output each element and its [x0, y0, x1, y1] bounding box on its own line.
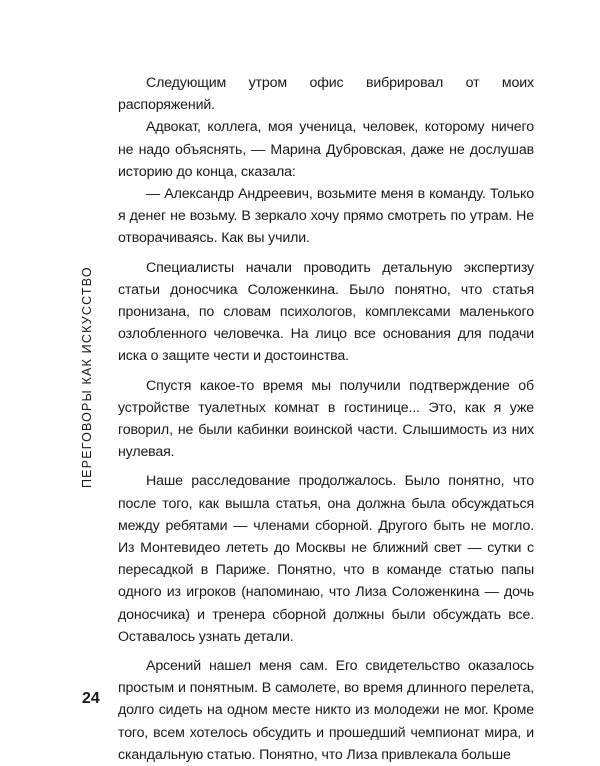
- paragraph: Спустя какое-то время мы получили подтверждение об устройстве туалетных комнат в гостинице... Это, как я уже говорил, не были кабинки воинской части. Слышимость из них нулевая.: [118, 377, 534, 461]
- paragraph: Следующим утром офис вибрировал от моих распоряжений.: [118, 75, 534, 114]
- page-number: 24: [82, 690, 100, 707]
- paragraph: Специалисты начали проводить детальную экспертизу статьи доносчика Соложенкина. Было понятно, что статья пронизана, по словам психологов, комплексами маленького озлобленного человечка. На лицо все основания для подачи иска о защите чести и достоинства.: [118, 259, 534, 365]
- paragraph: Адвокат, коллега, моя ученица, человек, которому ничего не надо объяснять, — Марина Дубровская, даже не дослушав историю до конца, сказала:: [118, 119, 534, 180]
- running-head: ПЕРЕГОВОРЫ КАК ИСКУССТВО: [80, 266, 94, 488]
- paragraph: — Александр Андреевич, возьмите меня в команду. Только я денег не возьму. В зеркало хочу прямо смотреть по утрам. Не отворачиваясь. Как вы учили.: [118, 186, 534, 247]
- paragraph: Арсений нашел меня сам. Его свидетельство оказалось простым и понятным. В самолете, во время длинного перелета, долго сидеть на одном месте никто из молодежи не мог. Кроме того, всем хотелось обсудить и прошедший чемпионат мира, и скандальную статью. Понятно, что Лиза привлекала больше: [118, 658, 534, 763]
- body-text: [118, 72, 534, 766]
- paragraph: Наше расследование продолжалось. Было понятно, что после того, как вышла статья, она должна была обсуждаться между ребятами — членами сборной. Другого быть не могло. Из Монтевидео лететь до Москвы не ближний свет — сутки с пересадкой в Париже. Понятно, что в команде статью папы одного из игроков (напоминаю, что Лиза Соложенкина — дочь доносчика) и тренера сборной должны были обсуждать все. Оставалось узнать детали.: [118, 473, 534, 645]
